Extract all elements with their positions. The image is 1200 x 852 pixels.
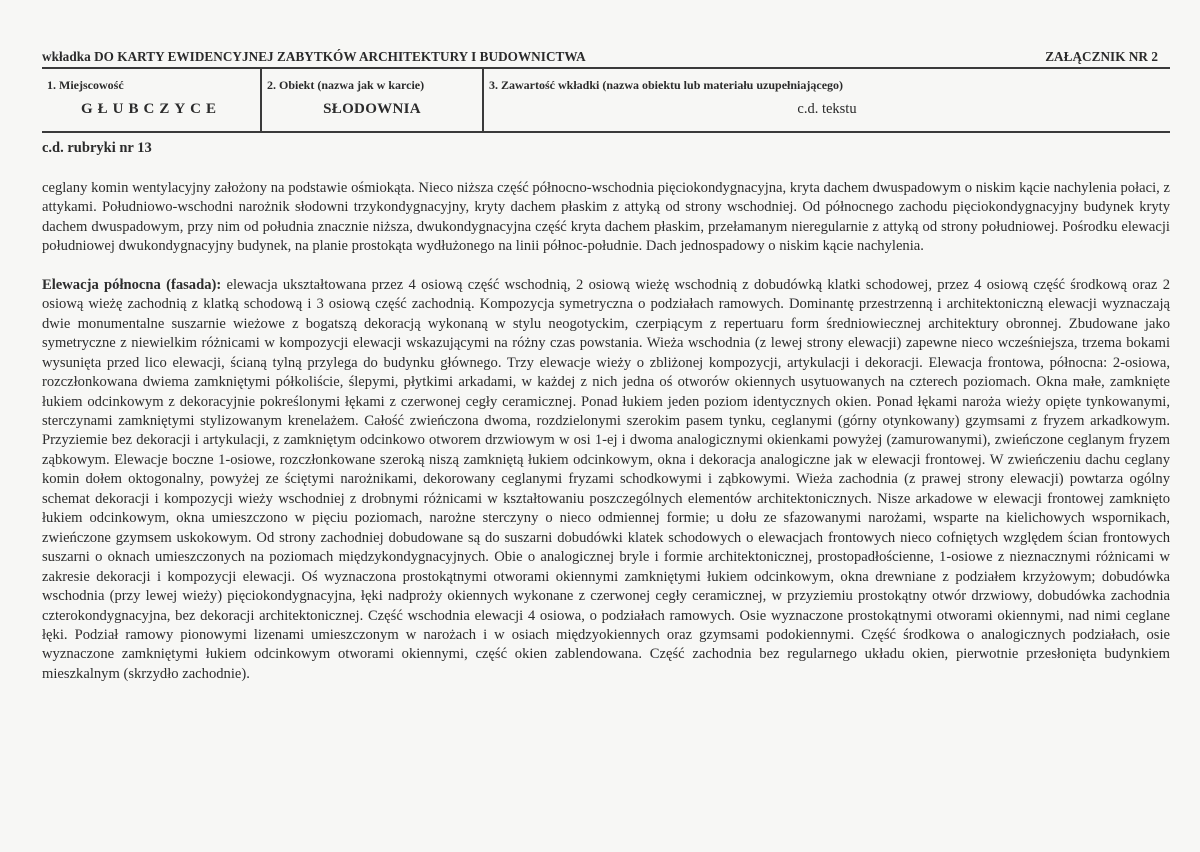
field-place-label: 1. Miejscowość (47, 78, 124, 92)
field-object-value: SŁODOWNIA (323, 101, 421, 117)
field-place (42, 69, 262, 131)
form-fields-row (42, 69, 1170, 133)
field-contents-value: c.d. tekstu (797, 101, 857, 117)
field-object-label: 2. Obiekt (nazwa jak w karcie) (267, 78, 425, 92)
section-heading: c.d. rubryki nr 13 (42, 140, 152, 156)
field-contents-label: 3. Zawartość wkładki (nazwa obiektu lub materiału uzupełniającego) (489, 78, 844, 92)
field-place-value: GŁUBCZYCE (80, 101, 222, 117)
paragraph-1: ceglany komin wentylacyjny założony na podstawie ośmiokąta. Nieco niższa część północno-wschodnia pięciokondygnacyjna, kryta dachem dwuspadowym o niskim kącie nachylenia połaci, z attykami. Południowo-wschodni narożnik słodowni trzykondygnacyjny, kryty dachem płaskim z attyką od strony wschodniej. Od północnego zachodu pięciokondygnacyjny budynek kryty dachem dwuspadowym, przy nim od południa znacznie niższa, dwukondygnacyjna część kryta dachem płaskim, przełamanym nieregularnie z attyką od strony południowej. Pośrodku elewacji południowej dwukondygnacyjny budynek, na planie prostokąta wydłużonego na linii północ-południe. Dach jednospadowy o niskim kącie nachylenia. (42, 180, 1170, 255)
paragraph-2-lead: Elewacja północna (fasada): (42, 276, 222, 293)
document-header (42, 49, 1158, 65)
field-contents (484, 69, 1170, 131)
body-text (42, 179, 1170, 684)
attachment-number: ZAŁĄCZNIK NR 2 (1045, 49, 1158, 64)
document-title: wkładka DO KARTY EWIDENCYJNEJ ZABYTKÓW ARCHITEKTURY I BUDOWNICTWA (42, 49, 586, 64)
paragraph-2 (42, 276, 1170, 685)
field-object (262, 69, 484, 131)
paragraph-2-text: elewacja ukształtowana przez 4 osiową część wschodnią, 2 osiową wieżę wschodnią z dobudówką klatki schodowej, przez 4 osiową część środkową oraz 2 osiową wieżę zachodnią z klatką schodową i 3 osiową część zachodnią. Kompozycja symetryczna o podziałach ramowych. Dominantę przestrzenną i architektoniczną elewacji wyznaczają dwie monumentalne suszarnie wieżowe z bogatszą dekoracją wykonaną w stylu neogotyckim, czerpiącym z repertuaru form średniowiecznej architektury obronnej. Zbudowane jako symetryczne z niewielkim różnicami w kompozycji elewacji wskazującymi na różny czas powstania. Wieża wschodnia (z lewej strony elewacji) zapewne nieco wcześniejsza, trzema bokami wysunięta przed lico elewacji, ścianą tylną przylega do budynku głównego. Trzy elewacje wieży o zbliżonej kompozycji, artykulacji i dekoracji. Elewacja frontowa, północna: 2-osiowa, rozczłonkowana dwiema zamkniętymi półkoliście, ślepymi, płytkimi arkadami, w każdej z nich jedna oś otworów okiennych usytuowanych na czterech poziomach. Okna małe, zamknięte łukiem odcinkowym z dekoracyjnie pokreślonymi łękami z czerwonej cegły ceramicznej. Ponad łukiem jeden poziom identycznych okien. Ponad łękami naroża wieży opięte tynkowanymi, sterczynami zamkniętymi stylizowanym krenelażem. Całość zwieńczona dwoma, rozdzielonymi szerokim pasem tynku, ceglanymi (górny otynkowany) gzymsami z fryzem arkadkowym. Przyziemie bez dekoracji i artykulacji, z zamkniętym odcinkowo otworem drzwiowym w osi 1-ej i dwoma analogicznymi okienkami powyżej (zamurowanymi), zwieńczone ceglanym fryzem ząbkowym. Elewacje boczne 1-osiowe, rozczłonkowane szeroką niszą zamkniętą łukiem odcinkowym, okna i dekoracja analogiczne jak w elewacji frontowej. W zwieńczeniu dachu ceglany komin dołem oktogonalny, powyżej ze ściętymi narożnikami, dekorowany ceglanymi fryzami schodkowymi i ząbkowymi. Wieża zachodnia (z prawej strony elewacji) powtarza ogólny schemat dekoracji i kompozycji wieży wschodniej z drobnymi różnicami w kształtowaniu poszczególnych elementów architektonicznych. Nisze arkadowe w elewacji frontowej zamknięto łukiem odcinkowym, okna umieszczono w pięciu poziomach, narożne sterczyny o nieco odmiennej formie; u dołu ze sfazowanymi narożami, wsparte na kielichowych wspornikach, zwieńczone gzymsem uskokowym. Od strony zachodniej dobudowane są do suszarni dobudówki klatek schodowych o elewacjach frontowych nieco cofniętych względem ścian frontowych suszarni o oknach umieszczonych na poziomach międzykondygnacyjnych. Obie o analogicznej bryle i formie architektonicznej, prostopadłościenne, 1-osiowe z nieznacznymi różnicami w zakresie dekoracji i kompozycji elewacji. Oś wyznaczona prostokątnymi otworami okiennymi zamkniętymi łukiem odcinkowym, okna drewniane z podziałem krzyżowym; dobudówka wschodnia (przy lewej wieży) pięciokondygnacyjna, łęki nadproży okiennych wykonane z czerwonej cegły ceramicznej, w przyziemiu prostokątny otwór drzwiowy, dobudówka zachodnia czterokondygnacyjna, bez dekoracji architektonicznej. Część wschodnia elewacji 4 osiowa, o podziałach ramowych. Osie wyznaczone prostokątnymi otworami okiennymi, nad nimi ceglane łęki. Podział ramowy pionowymi lizenami umieszczonym w narożach i w osiach międzyokiennych oraz gzymsami podokiennymi. Część środkowa o analogicznych podziałach, osie wyznaczone zamkniętymi łukiem odcinkowym otworami okiennymi, część okien zablendowana. Część zachodnia bez regularnego układu okien, pierwotnie przesłonięta budynkiem mieszkalnym (skrzydło zachodnie). (42, 276, 1171, 682)
